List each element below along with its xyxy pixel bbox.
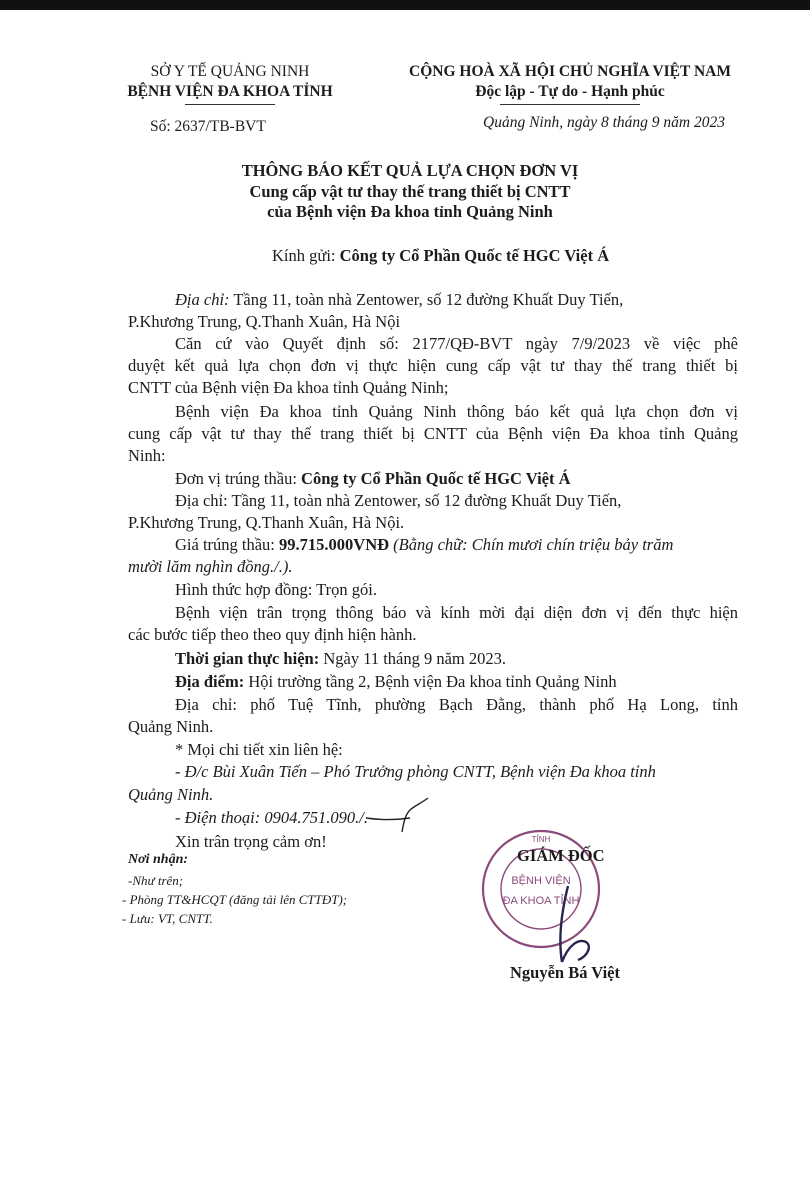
recipient-line [272,246,609,266]
stamp-top-text: TỈNH [531,835,551,844]
distribution-item: - Phòng TT&HCQT (đăng tải lên CTTĐT); [122,892,348,907]
director-signature [548,880,598,970]
header-left-rule [185,104,275,105]
notice-line-1: Bệnh viện Đa khoa tỉnh Quảng Ninh thông báo kết quả lựa chọn đơn vị [175,402,738,421]
address-line-2: P.Khương Trung, Q.Thanh Xuân, Hà Nội [128,312,401,331]
address-line-1 [175,290,623,310]
recipient-label: Kính gửi: [272,246,340,265]
contact-person-1: - Đ/c Bùi Xuân Tiến – Phó Trưởng phòng CNTT, Bệnh viện Đa khoa tỉnh [175,762,656,781]
stamp-line-2: ĐA KHOA TỈNH [502,895,580,907]
winner-line [175,469,571,489]
basis-line-1: Căn cứ vào Quyết định số: 2177/QĐ-BVT ngày 7/9/2023 về việc phê [175,334,738,353]
notice-subtitle-1: Cung cấp vật tư thay thế trang thiết bị CNTT [249,182,571,201]
winner-address-line-2: P.Khương Trung, Q.Thanh Xuân, Hà Nội. [128,513,405,532]
basis-line-2: duyệt kết quả lựa chọn đơn vị thực hiện cung cấp vật tư thay thế trang thiết bị [128,356,738,375]
price-words-2: mười lăm nghìn đồng./.). [128,557,293,576]
place-address-line-2: Quảng Ninh. [128,717,214,736]
winner-address-line-1: Địa chỉ: Tầng 11, toàn nhà Zentower, số 12 đường Khuất Duy Tiến, [175,491,622,510]
notice-line-3: Ninh: [128,446,166,465]
time-label: Thời gian thực hiện: [175,649,320,668]
header-right-rule [500,104,640,105]
place-address-line-1: Địa chỉ: phố Tuệ Tĩnh, phường Bạch Đằng, thành phố Hạ Long, tỉnh [175,695,738,714]
address-text-1: Tầng 11, toàn nhà Zentower, số 12 đường Khuất Duy Tiến, [229,290,624,309]
address-label: Địa chỉ: [175,290,230,309]
stamp-line-1: BỆNH VIỆN [511,875,571,887]
winner-label: Đơn vị trúng thầu: [175,469,302,488]
time-value: Ngày 11 tháng 9 năm 2023. [319,649,507,668]
invite-line-1: Bệnh viện trân trọng thông báo và kính mời đại diện đơn vị đến thực hiện [175,603,738,622]
invite-line-2: các bước tiếp theo theo quy định hiện hành. [128,625,417,644]
document-number: Số: 2637/TB-BVT [150,118,266,135]
notice-line-2: cung cấp vật tư thay thế trang thiết bị CNTT của Bệnh viện Đa khoa tỉnh Quảng [128,424,738,443]
price-label: Giá trúng thầu: [175,535,280,554]
ministry-name: SỞ Y TẾ QUẢNG NINH [150,63,310,80]
signer-name: Nguyễn Bá Việt [510,963,621,982]
time-line [175,649,506,669]
thanks-line: Xin trân trọng cảm ơn! [175,832,327,851]
price-line-1 [175,535,673,555]
price-value: 99.715.000VNĐ [279,535,390,554]
country-name: CỘNG HOÀ XÃ HỘI CHỦ NGHĨA VIỆT NAM [409,63,731,80]
winner-name: Công ty Cổ Phần Quốc tế HGC Việt Á [301,469,571,488]
contact-heading: * Mọi chi tiết xin liên hệ: [175,740,343,759]
notice-subtitle-2: của Bệnh viện Đa khoa tỉnh Quảng Ninh [267,202,553,221]
national-motto: Độc lập - Tự do - Hạnh phúc [475,83,665,100]
recipient-name: Công ty Cổ Phần Quốc tế HGC Việt Á [339,246,610,265]
hospital-name: BỆNH VIỆN ĐA KHOA TỈNH [127,83,333,100]
distribution-item: - Lưu: VT, CNTT. [122,911,213,926]
place-line [175,672,617,692]
contact-person-2: Quảng Ninh. [128,785,214,804]
initial-signature-mark [362,790,442,840]
contract-form: Hình thức hợp đồng: Trọn gói. [175,580,377,599]
place-value: Hội trường tầng 2, Bệnh viện Đa khoa tỉnh Quảng Ninh [244,672,617,691]
price-words-1: (Bằng chữ: Chín mươi chín triệu bảy trăm [389,535,674,554]
place-label: Địa điểm: [175,672,245,691]
notice-title: THÔNG BÁO KẾT QUẢ LỰA CHỌN ĐƠN VỊ [241,161,579,180]
distribution-heading: Nơi nhận: [128,852,189,867]
basis-line-3: CNTT của Bệnh viện Đa khoa tỉnh Quảng Ninh; [128,378,449,397]
contact-phone: - Điện thoại: 0904.751.090./. [175,808,368,827]
distribution-item: -Như trên; [128,873,184,888]
document-date: Quảng Ninh, ngày 8 tháng 9 năm 2023 [483,114,725,131]
signer-title: GIÁM ĐỐC [517,846,605,865]
